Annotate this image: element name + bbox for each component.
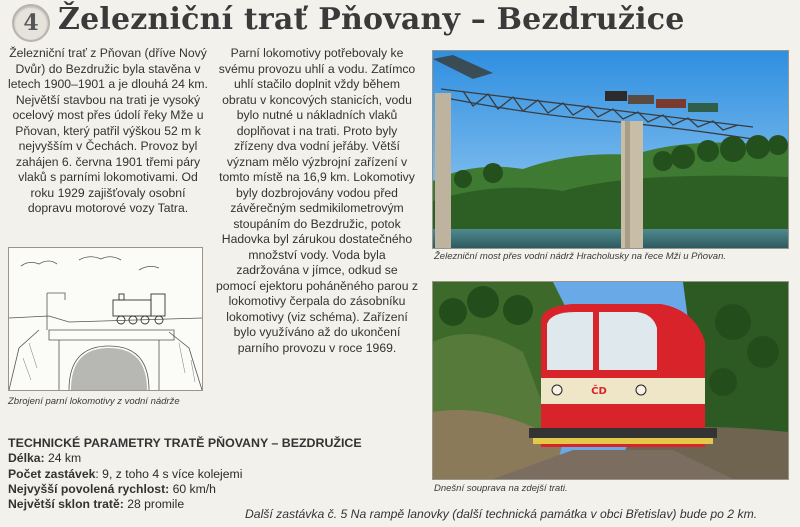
water-supply-sketch — [8, 247, 203, 391]
train-photo — [432, 281, 789, 480]
train-logo: ČD — [591, 386, 607, 397]
page-title: Železniční trať Pňovany – Bezdružice — [58, 2, 685, 37]
train-photo-caption: Dnešní souprava na zdejší trati. — [434, 483, 568, 494]
text-column-water-supply — [216, 46, 418, 356]
parameters-heading: TECHNICKÉ PARAMETRY TRATĚ PŇOVANY – BEZDRUŽICE — [8, 436, 362, 450]
water-supply-paragraph: Parní lokomotivy potřebovaly ke svému provozu uhlí a vodu. Zatímco uhlí stačilo doplnit vždy během obratu v koncových stanicích, vodu bylo nutné u nákladních vlaků doplňovat i na trati. Proto byly zřízeny dva vodní jeřáby. Větší význam mělo výzbrojní zařízení v tomto místě na 16,9 km. Lokomotivy byly dozbrojovány vodou před závěrečným sedmikilometrovým stoupáním do Bezdružic, potok Hadovka byl zárukou dostatečného množství vody. Voda byla zadržována v jímce, odkud se pomocí ejektoru poháněného parou z lokomotivy čerpala do zásobníku lokomotivy (viz schéma). Zařízení bylo využíváno až do ukončení parního provozu v roce 1969. — [216, 46, 418, 355]
text-column-history — [8, 46, 208, 217]
param-max-gradient: Největší sklon tratě: 28 promile — [8, 497, 185, 512]
stop-number: 4 — [23, 10, 39, 36]
next-stop-note: Další zastávka č. 5 Na rampě lanovky (další technická památka v obci Břetislav) bude po 2 km. — [245, 507, 758, 521]
param-stops: Počet zastávek: 9, z toho 4 s více kolejemi — [8, 466, 243, 481]
technical-parameters — [8, 436, 428, 512]
sketch-caption: Zbrojení parní lokomotivy z vodní nádrže — [8, 396, 180, 407]
stop-number-badge — [12, 4, 50, 42]
param-length: Délka: 24 km — [8, 451, 82, 466]
bridge-photo-illustration — [433, 51, 788, 248]
bridge-photo — [432, 50, 789, 249]
history-paragraph: Železniční trať z Pňovan (dříve Nový Dvůr) do Bezdružic byla stavěna v letech 1900–1901 a je dlouhá 24 km. Největší stavbou na trati je vysoký ocelový most přes údolí řeky Mže u Pňovan, který patřil výškou 52 m k nejvyšším v Čechách. Provoz byl zahájen 6. června 1901 třemi páry vlaků s parními lokomotivami. Od roku 1929 zajišťovaly osobní dopravu motorové vozy Tatra. — [8, 46, 208, 215]
train-photo-illustration — [433, 282, 788, 479]
bridge-photo-caption: Železniční most přes vodní nádrž Hracholusky na řece Mži u Pňovan. — [434, 251, 726, 262]
param-max-speed: Nejvyšší povolená rychlost: 60 km/h — [8, 481, 216, 496]
sketch-illustration — [9, 248, 202, 390]
